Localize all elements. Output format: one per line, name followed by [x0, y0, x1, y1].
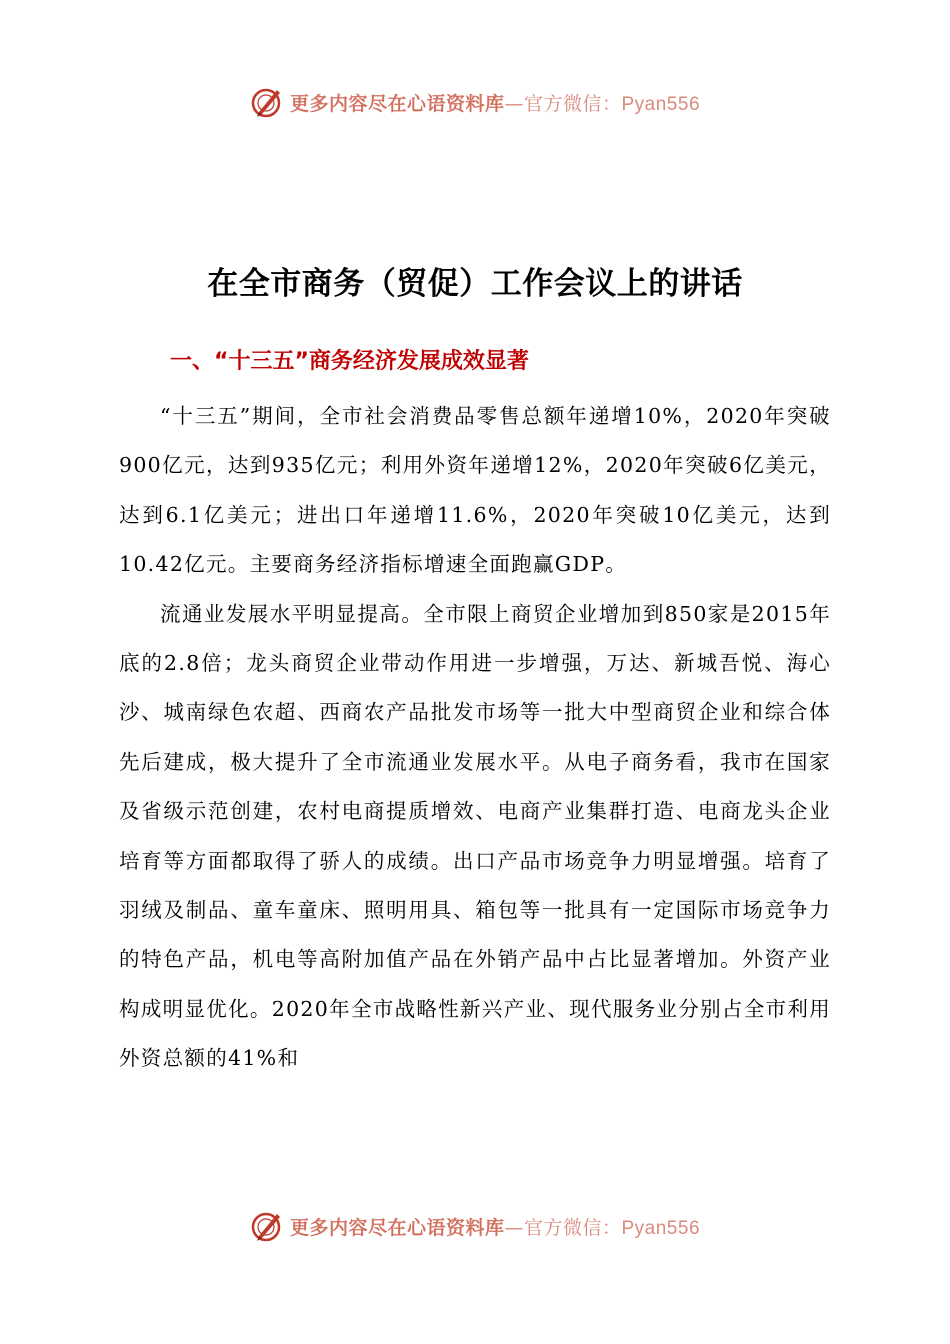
- footer-watermark: [0, 1208, 950, 1244]
- document-body: [119, 392, 831, 1084]
- paragraph: 流通业发展水平明显提高。全市限上商贸企业增加到850家是2015年底的2.8倍；龙头商贸企业带动作用进一步增强，万达、新城吾悦、海心沙、城南绿色农超、西商农产品批发市场等一批大中型商贸企业和综合体先后建成，极大提升了全市流通业发展水平。从电子商务看，我市在国家及省级示范创建，农村电商提质增效、电商产业集群打造、电商龙头企业培育等方面都取得了骄人的成绩。出口产品市场竞争力明显增强。培育了羽绒及制品、童车童床、照明用具、箱包等一批具有一定国际市场竞争力的特色产品，机电等高附加值产品在外销产品中占比显著增加。外资产业构成明显优化。2020年全市战略性新兴产业、现代服务业分别占全市利用外资总额的41%和: [119, 601, 831, 1071]
- pen-logo-icon: [250, 85, 284, 119]
- header-watermark: [0, 84, 950, 120]
- document-title: 在全市商务（贸促）工作会议上的讲话: [207, 266, 743, 302]
- watermark-text: 更多内容尽在心语资料库—官方微信：Pyan556: [289, 1216, 701, 1239]
- section-heading: 一、“十三五”商务经济发展成效显著: [170, 349, 529, 374]
- watermark-text: 更多内容尽在心语资料库—官方微信：Pyan556: [289, 92, 701, 115]
- pen-logo-icon: [250, 1209, 284, 1243]
- paragraph: “十三五”期间，全市社会消费品零售总额年递增10%，2020年突破900亿元，达到935亿元；利用外资年递增12%，2020年突破6亿美元，达到6.1亿美元；进出口年递增11.6%，2020年突破10亿美元，达到10.42亿元。主要商务经济指标增速全面跑赢GDP。: [119, 404, 831, 577]
